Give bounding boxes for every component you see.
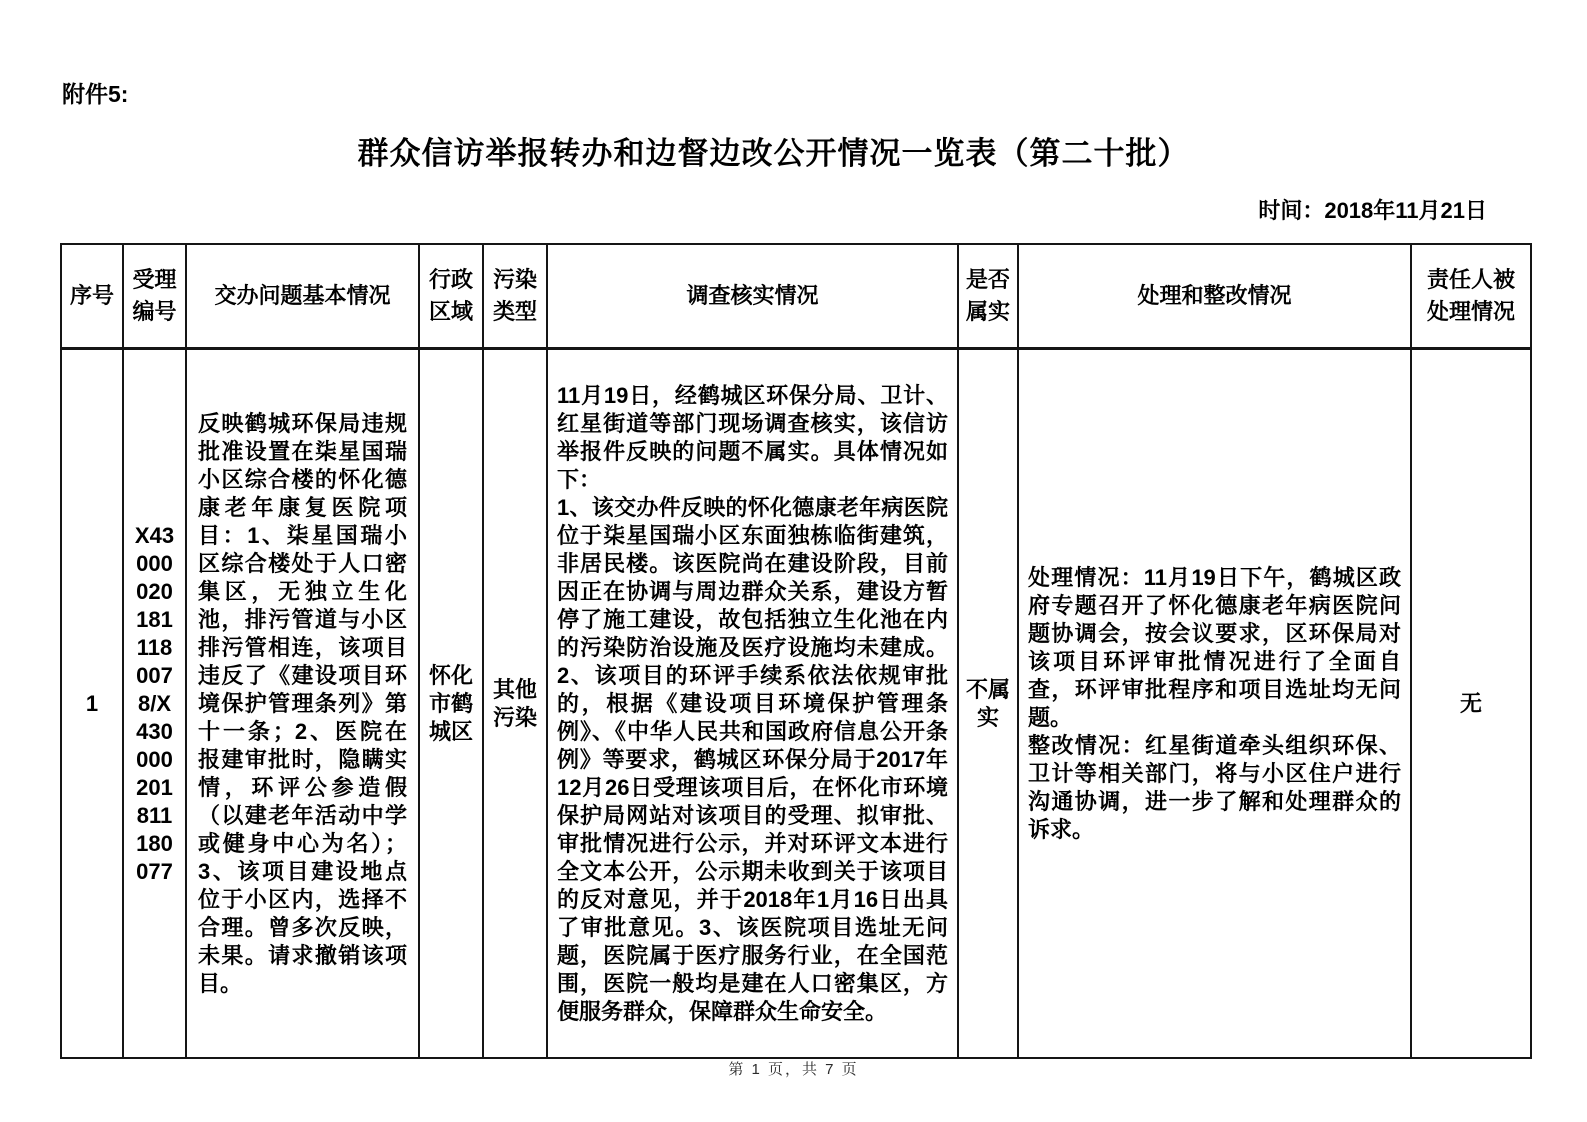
attachment-label: 附件5: bbox=[62, 81, 129, 107]
cell-problem: 反映鹤城环保局违规批准设置在柒星国瑞小区综合楼的怀化德康老年康复医院项目：1、柒星国瑞小区综合楼处于人口密集区，无独立生化池，排污管道与小区排污管相连，该项目违反了《建设项目环境保护管理条列》第十一条；2、医院在报建审批时，隐瞒实情，环评公参造假（以建老年活动中学或健身中心为名）；3、该项目建设地点位于小区内，选择不合理。曾多次反映，未果。请求撤销该项目。 bbox=[186, 349, 419, 1059]
cell-region: 怀化市鹤城区 bbox=[419, 349, 483, 1059]
report-table bbox=[60, 243, 1532, 1059]
cell-handling bbox=[1018, 349, 1411, 1059]
cell-responsible: 无 bbox=[1411, 349, 1531, 1059]
table-row bbox=[61, 349, 1531, 1059]
rectification-text: 红星街道牵头组织环保、卫计等相关部门，将与小区住户进行沟通协调，进一步了解和处理群众的诉求。 bbox=[1028, 732, 1401, 842]
rectification-label: 整改情况： bbox=[1028, 732, 1145, 758]
date-line: 时间：2018年11月21日 bbox=[1258, 198, 1487, 223]
handling-label: 处理情况： bbox=[1028, 564, 1144, 590]
cell-case-number: X430000201811180078/X430000201811180077 bbox=[123, 349, 186, 1059]
cell-index: 1 bbox=[61, 349, 123, 1059]
table-header-row bbox=[61, 244, 1531, 349]
handling-text: 11月19日下午，鹤城区政府专题召开了怀化德康老年病医院问题协调会，按会议要求，区环保局对该项目环评审批情况进行了全面自查，环评审批程序和项目选址均无问题。 bbox=[1028, 564, 1401, 730]
col-header-handling: 处理和整改情况 bbox=[1018, 244, 1411, 349]
rectification-paragraph bbox=[1028, 732, 1401, 844]
cell-investigation bbox=[547, 349, 958, 1059]
col-header-problem: 交办问题基本情况 bbox=[186, 244, 419, 349]
col-header-index: 序号 bbox=[61, 244, 123, 349]
cell-pollution-type: 其他污染 bbox=[483, 349, 547, 1059]
col-header-investigation: 调查核实情况 bbox=[547, 244, 958, 349]
handling-paragraph bbox=[1028, 564, 1401, 732]
col-header-case-number: 受理编号 bbox=[123, 244, 186, 349]
col-header-pollution-type: 污染类型 bbox=[483, 244, 547, 349]
col-header-verified: 是否属实 bbox=[958, 244, 1018, 349]
investigation-paragraph-2: 1、该交办件反映的怀化德康老年病医院位于柒星国瑞小区东面独栋临街建筑，非居民楼。该医院尚在建设阶段，目前因正在协调与周边群众关系，建设方暂停了施工建设，故包括独立生化池在内的污染防治设施及医疗设施均未建成。2、该项目的环评手续系依法依规审批的，根据《建设项目环境保护管理条例》、《中华人民共和国政府信息公开条例》等要求，鹤城区环保分局于2017年12月26日受理该项目后，在怀化市环境保护局网站对该项目的受理、拟审批、审批情况进行公示，并对环评文本进行全文本公开，公示期未收到关于该项目的反对意见，并于2018年1月16日出具了审批意见。3、该医院项目选址无问题，医院属于医疗服务行业，在全国范围，医院一般均是建在人口密集区，方便服务群众，保障群众生命安全。 bbox=[557, 494, 948, 1024]
cell-verified: 不属实 bbox=[958, 349, 1018, 1059]
page-number-footer: 第 1 页，共 7 页 bbox=[728, 1061, 859, 1078]
investigation-paragraph-1: 11月19日，经鹤城区环保分局、卫计、红星街道等部门现场调查核实，该信访举报件反映的问题不属实。具体情况如下： bbox=[557, 382, 948, 492]
page-title: 群众信访举报转办和边督边改公开情况一览表（第二十批） bbox=[357, 136, 1190, 171]
col-header-region: 行政区域 bbox=[419, 244, 483, 349]
col-header-responsible: 责任人被处理情况 bbox=[1411, 244, 1531, 349]
